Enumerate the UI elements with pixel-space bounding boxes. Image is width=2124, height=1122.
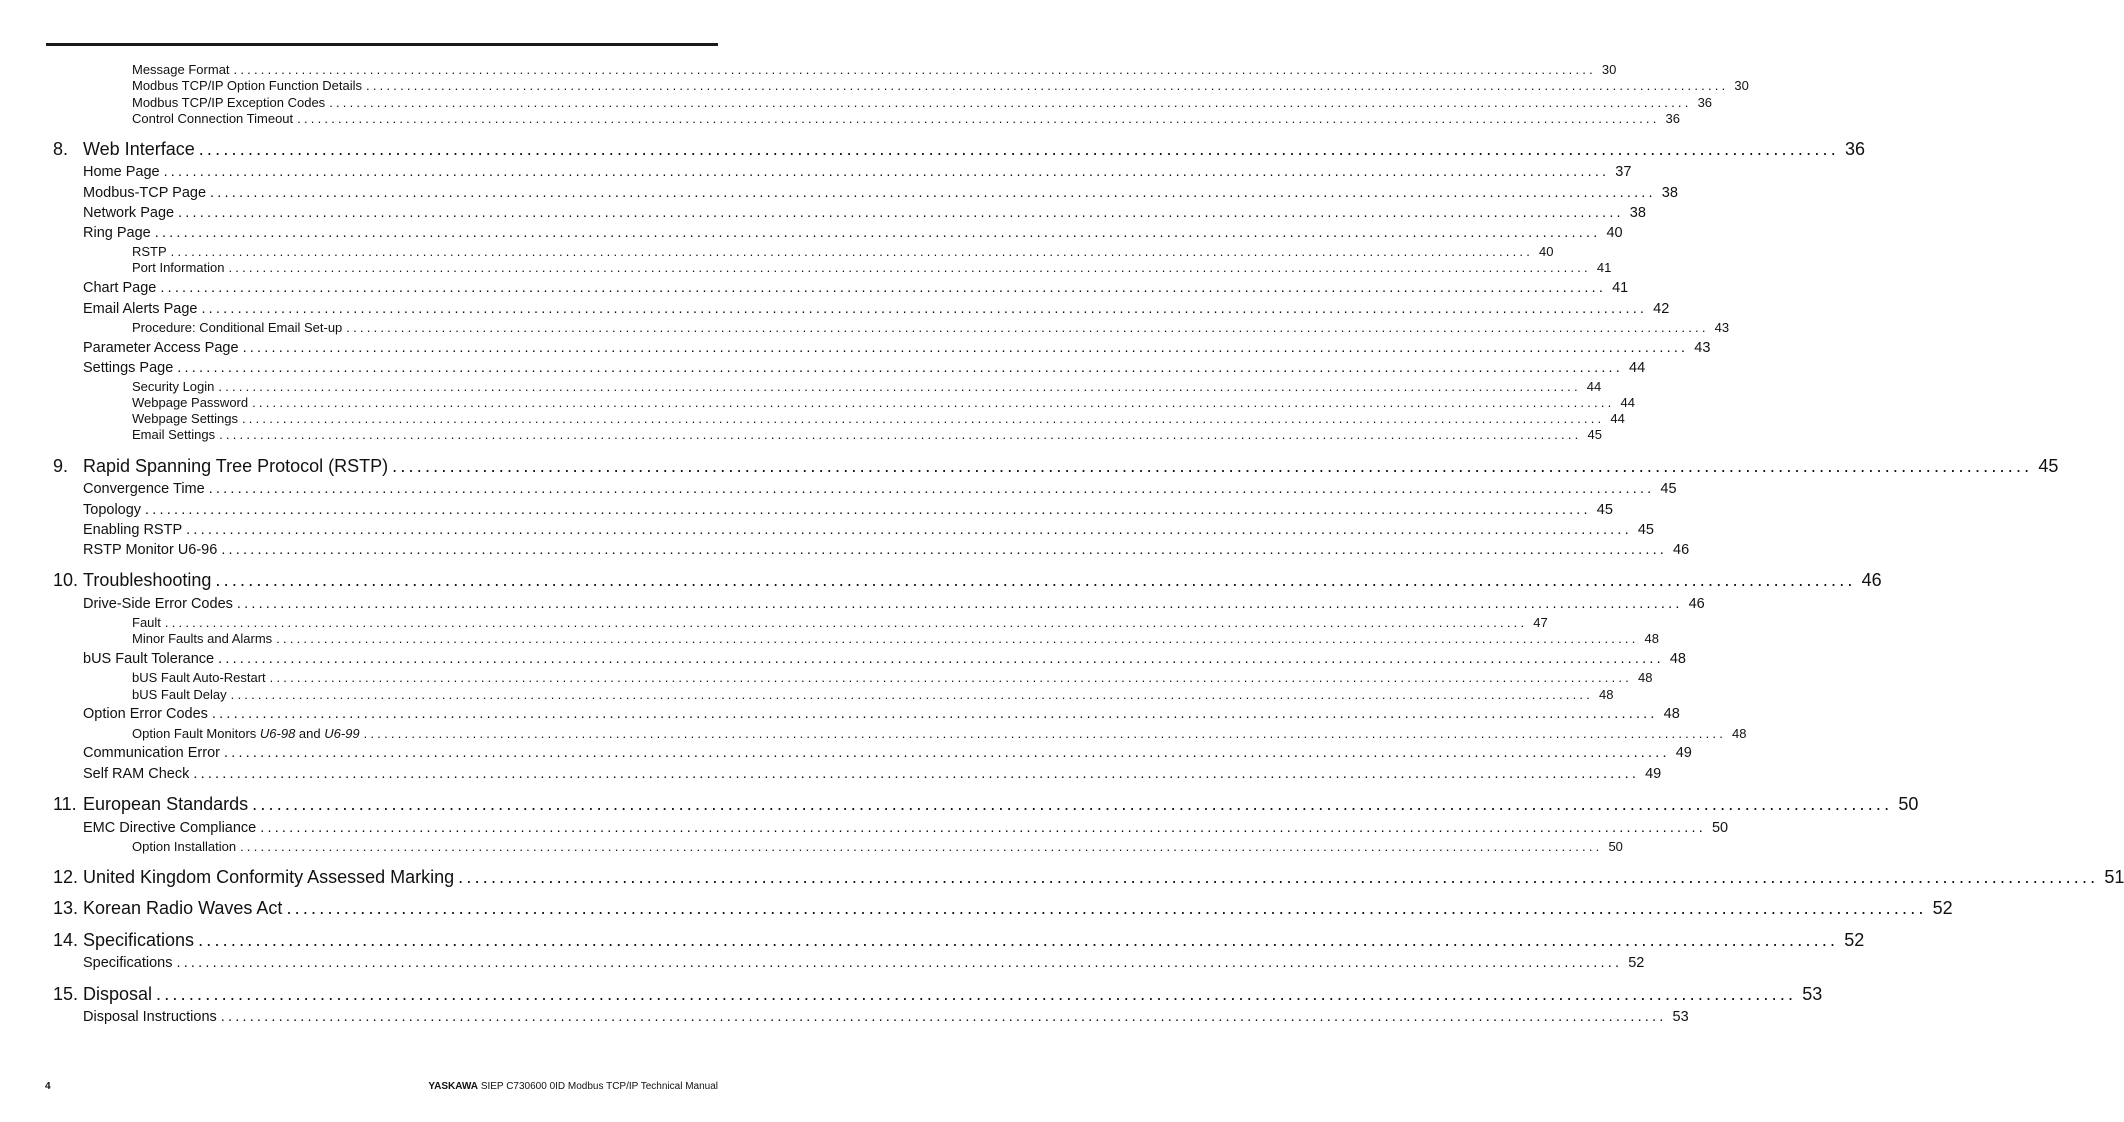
toc-page-number: 46	[1673, 542, 1690, 558]
toc-entry[interactable]	[83, 205, 1646, 221]
toc-chapter-entry[interactable]	[53, 898, 1953, 918]
toc-entry-title: Minor Faults and Alarms	[132, 631, 273, 646]
toc-entry[interactable]	[83, 185, 1678, 201]
leader-dots: ........................................................................................................................................................................................................	[177, 360, 1624, 376]
leader-dots: ........................................................................................................................................................................................................	[220, 1009, 1667, 1025]
leader-dots: ........................................................................................................................................................................................................	[242, 340, 1689, 356]
toc-entry[interactable]	[132, 687, 1614, 702]
toc-page-number: 36	[1697, 95, 1713, 110]
toc-entry[interactable]	[83, 360, 1646, 376]
toc-page-number: 46	[1861, 570, 1882, 590]
leader-dots: ........................................................................................................................................................................................................	[170, 244, 1534, 259]
toc-page-number: 49	[1645, 766, 1662, 782]
chapter-title: European Standards	[83, 794, 249, 814]
toc-entry-title: Parameter Access Page	[83, 340, 239, 356]
toc-page-number: 41	[1596, 260, 1612, 275]
leader-dots: ........................................................................................................................................................................................................	[218, 379, 1581, 394]
toc-entry[interactable]	[83, 481, 1677, 497]
toc-page-number: 51	[2104, 867, 2124, 887]
leader-dots: ........................................................................................................................................................................................................	[252, 794, 1893, 814]
chapter-number: 13.	[53, 898, 79, 918]
leader-dots: ........................................................................................................................................................................................................	[156, 984, 1797, 1004]
toc-page-number: 43	[1694, 340, 1711, 356]
toc-page-number: 47	[1533, 615, 1548, 630]
chapter-title: Korean Radio Waves Act	[83, 898, 283, 918]
chapter-title: Troubleshooting	[83, 570, 212, 590]
leader-dots: ........................................................................................................................................................................................................	[240, 839, 1603, 854]
toc-entry-title: Home Page	[83, 164, 160, 180]
toc-chapter-entry[interactable]	[53, 867, 2124, 887]
toc-entry-title: Procedure: Conditional Email Set-up	[132, 320, 343, 335]
toc-page-number: 48	[1669, 651, 1686, 667]
footer-doc-title	[428, 1081, 718, 1092]
toc-page-number: 40	[1606, 225, 1623, 241]
leader-dots: ........................................................................................................................................................................................................	[329, 95, 1692, 110]
leader-dots: ........................................................................................................................................................................................................	[276, 631, 1639, 646]
toc-entry-title: Port Information	[132, 260, 225, 275]
footer-brand: YASKAWA	[428, 1081, 479, 1092]
chapter-number: 11.	[53, 794, 77, 814]
toc-entry-title: Option Installation	[132, 839, 237, 854]
toc-chapter-entry[interactable]	[53, 984, 1823, 1004]
toc-entry[interactable]	[83, 596, 1705, 612]
toc-page-number: 45	[1660, 481, 1677, 497]
leader-dots: ........................................................................................................................................................................................................	[154, 225, 1601, 241]
leader-dots: ........................................................................................................................................................................................................	[236, 596, 1683, 612]
toc-entry-title: Message Format	[132, 62, 230, 77]
toc-chapter-entry[interactable]	[53, 456, 2059, 476]
toc-entry-title: Webpage Password	[132, 395, 249, 410]
toc-chapter-entry[interactable]	[53, 570, 1882, 590]
toc-page-number: 44	[1610, 411, 1625, 426]
chapter-title: Disposal	[83, 984, 153, 1004]
toc-entry[interactable]	[132, 670, 1653, 685]
toc-page-number: 38	[1661, 185, 1678, 201]
toc-entry-title: Email Alerts Page	[83, 301, 198, 317]
toc-entry[interactable]	[132, 839, 1623, 854]
toc-page-number: 52	[1932, 898, 1953, 918]
toc-entry-title: EMC Directive Compliance	[83, 820, 257, 836]
toc-page-number: 38	[1629, 205, 1646, 221]
leader-dots: ........................................................................................................................................................................................................	[215, 570, 1856, 590]
toc-page-number: 48	[1638, 670, 1653, 685]
toc-entry[interactable]	[132, 62, 1617, 77]
toc-entry[interactable]	[83, 542, 1690, 558]
leader-dots: ........................................................................................................................................................................................................	[210, 185, 1656, 201]
toc-entry[interactable]	[83, 164, 1632, 180]
chapter-title: Web Interface	[83, 139, 195, 159]
leader-dots: ........................................................................................................................................................................................................	[198, 930, 1839, 950]
leader-dots: ........................................................................................................................................................................................................	[269, 670, 1633, 685]
toc-entry-title: Self RAM Check	[83, 766, 190, 782]
toc-entry-title: RSTP	[132, 244, 167, 259]
leader-dots: ........................................................................................................................................................................................................	[160, 280, 1607, 296]
toc-entry-title: Control Connection Timeout	[132, 111, 294, 126]
toc-entry-title: Email Settings	[132, 427, 216, 442]
toc-page-number: 46	[1688, 596, 1705, 612]
toc-entry-title: Chart Page	[83, 280, 157, 296]
toc-entry[interactable]	[83, 820, 1729, 836]
toc-page-number: 30	[1601, 62, 1617, 77]
leader-dots: ........................................................................................................................................................................................................	[242, 411, 1605, 426]
chapter-number: 12.	[53, 867, 79, 887]
toc-page-number: 52	[1844, 930, 1865, 950]
top-rule	[46, 43, 718, 46]
leader-dots: ........................................................................................................................................................................................................	[363, 726, 1727, 741]
toc-entry-title: Modbus TCP/IP Exception Codes	[132, 95, 326, 110]
leader-dots: ........................................................................................................................................................................................................	[218, 651, 1664, 667]
toc-entry-title: Enabling RSTP	[83, 522, 183, 538]
toc-page-number: 36	[1665, 111, 1680, 126]
chapter-number: 8.	[53, 139, 69, 159]
leader-dots: ........................................................................................................................................................................................................	[176, 955, 1623, 971]
toc-entry-title: Settings Page	[83, 360, 174, 376]
toc-page-number: 50	[1608, 839, 1623, 854]
leader-dots: ........................................................................................................................................................................................................	[366, 78, 1729, 93]
toc-page-number: 36	[1844, 139, 1865, 159]
toc-entry-title: Communication Error	[83, 745, 220, 761]
leader-dots: ........................................................................................................................................................................................................	[233, 62, 1596, 77]
toc-page-number: 50	[1711, 820, 1729, 836]
toc-page-number: 52	[1628, 955, 1645, 971]
leader-dots: ........................................................................................................................................................................................................	[230, 687, 1594, 702]
leader-dots: ........................................................................................................................................................................................................	[164, 615, 1528, 630]
toc-page-number: 53	[1802, 984, 1823, 1004]
chapter-number: 9.	[53, 456, 69, 476]
toc-page-number: 45	[1637, 522, 1654, 538]
chapter-number: 14.	[53, 930, 79, 950]
leader-dots: ........................................................................................................................................................................................................	[198, 139, 1839, 159]
toc-entry[interactable]	[83, 706, 1680, 722]
leader-dots: ........................................................................................................................................................................................................	[252, 395, 1615, 410]
toc-entry-title: bUS Fault Delay	[132, 687, 227, 702]
toc-entry[interactable]	[132, 726, 1747, 741]
leader-dots: ........................................................................................................................................................................................................	[286, 898, 1927, 918]
toc-page-number: 48	[1599, 687, 1614, 702]
toc-page-number: 49	[1675, 745, 1692, 761]
toc-entry[interactable]	[83, 522, 1654, 538]
toc-entry-title: Webpage Settings	[132, 411, 238, 426]
leader-dots: ........................................................................................................................................................................................................	[208, 481, 1655, 497]
toc-entry[interactable]	[132, 379, 1602, 394]
toc-entry[interactable]	[132, 78, 1749, 93]
leader-dots: ........................................................................................................................................................................................................	[297, 111, 1660, 126]
toc-entry[interactable]	[132, 395, 1635, 410]
toc-entry[interactable]	[83, 766, 1662, 782]
toc-entry[interactable]	[132, 111, 1680, 126]
toc-entry-title: Topology	[83, 502, 142, 518]
toc-page-number: 48	[1644, 631, 1660, 646]
toc-entry[interactable]	[83, 225, 1623, 241]
toc-page-number: 53	[1672, 1009, 1689, 1025]
leader-dots: ........................................................................................................................................................................................................	[211, 706, 1658, 722]
toc-page-number: 45	[2038, 456, 2059, 476]
toc-entry-title: Modbus TCP/IP Option Function Details	[132, 78, 363, 93]
toc-entry-title: Option Fault Monitors U6-98 and U6-99	[132, 726, 360, 741]
toc-page-number: 44	[1629, 360, 1646, 376]
toc-entry[interactable]	[83, 502, 1613, 518]
toc-page-number: 43	[1714, 320, 1730, 335]
toc-entry[interactable]	[132, 244, 1554, 259]
toc-entry-title: bUS Fault Tolerance	[83, 651, 215, 667]
toc-page-number: 44	[1586, 379, 1602, 394]
toc-page-number: 50	[1898, 794, 1919, 814]
toc-page-number: 45	[1596, 502, 1613, 518]
chapter-number: 15.	[53, 984, 79, 1004]
toc-chapter-entry[interactable]	[53, 930, 1865, 950]
leader-dots: ........................................................................................................................................................................................................	[260, 820, 1706, 836]
toc-entry-title: Convergence Time	[83, 481, 205, 497]
chapter-title: Specifications	[83, 930, 195, 950]
toc-entry[interactable]	[132, 615, 1548, 630]
toc-entry-title: bUS Fault Auto-Restart	[132, 670, 266, 685]
toc-entry-title: Network Page	[83, 205, 175, 221]
toc-entry-title: Specifications	[83, 955, 173, 971]
footer-page-number: 4	[45, 1081, 51, 1092]
toc-page-number: 45	[1587, 427, 1602, 442]
toc-entry-title: Disposal Instructions	[83, 1009, 217, 1025]
toc-entry[interactable]	[132, 320, 1730, 335]
leader-dots: ........................................................................................................................................................................................................	[346, 320, 1709, 335]
leader-dots: ........................................................................................................................................................................................................	[392, 456, 2033, 476]
toc-entry-title: Security Login	[132, 379, 215, 394]
leader-dots: ........................................................................................................................................................................................................	[458, 867, 2099, 887]
chapter-number: 10.	[53, 570, 79, 590]
toc-entry[interactable]	[132, 427, 1602, 442]
leader-dots: ........................................................................................................................................................................................................	[145, 502, 1591, 518]
toc-page-number: 42	[1653, 301, 1670, 317]
toc-entry-title: Fault	[132, 615, 161, 630]
toc-entry[interactable]	[132, 411, 1625, 426]
leader-dots: ........................................................................................................................................................................................................	[178, 205, 1624, 221]
toc-entry-title: Drive-Side Error Codes	[83, 596, 233, 612]
leader-dots: ........................................................................................................................................................................................................	[193, 766, 1640, 782]
toc-entry[interactable]	[83, 340, 1711, 356]
chapter-title: United Kingdom Conformity Assessed Marking	[83, 867, 455, 887]
toc-page-number: 44	[1620, 395, 1635, 410]
leader-dots: ........................................................................................................................................................................................................	[219, 427, 1582, 442]
toc-entry[interactable]	[83, 651, 1686, 667]
leader-dots: ........................................................................................................................................................................................................	[201, 301, 1648, 317]
toc-chapter-entry[interactable]	[53, 794, 1919, 814]
toc-entry[interactable]	[132, 631, 1660, 646]
toc-page-number: 48	[1732, 726, 1747, 741]
toc-page-number: 48	[1663, 706, 1680, 722]
toc-entry-title: Option Error Codes	[83, 706, 208, 722]
toc-page-number: 37	[1615, 164, 1632, 180]
toc-entry[interactable]	[132, 260, 1612, 275]
toc-entry-title: Modbus-TCP Page	[83, 185, 207, 201]
leader-dots: ........................................................................................................................................................................................................	[163, 164, 1610, 180]
toc-entry[interactable]	[83, 280, 1629, 296]
leader-dots: ........................................................................................................................................................................................................	[186, 522, 1632, 538]
toc-entry-title: Ring Page	[83, 225, 151, 241]
toc-chapter-entry[interactable]	[53, 139, 1865, 159]
leader-dots: ........................................................................................................................................................................................................	[228, 260, 1591, 275]
leader-dots: ........................................................................................................................................................................................................	[221, 542, 1668, 558]
leader-dots: ........................................................................................................................................................................................................	[224, 745, 1670, 761]
chapter-title: Rapid Spanning Tree Protocol (RSTP)	[83, 456, 389, 476]
toc-page-number: 41	[1612, 280, 1629, 296]
toc-entry[interactable]	[132, 95, 1713, 110]
toc-entry[interactable]	[83, 955, 1645, 971]
toc-entry[interactable]	[83, 1009, 1689, 1025]
toc-page-number: 30	[1734, 78, 1749, 93]
toc-page-number: 40	[1539, 244, 1554, 259]
footer-manual-title: SIEP C730600 0ID Modbus TCP/IP Technical Manual	[480, 1081, 718, 1092]
toc-entry-title: RSTP Monitor U6-96	[83, 542, 218, 558]
toc-entry[interactable]	[83, 301, 1670, 317]
toc-entry[interactable]	[83, 745, 1692, 761]
